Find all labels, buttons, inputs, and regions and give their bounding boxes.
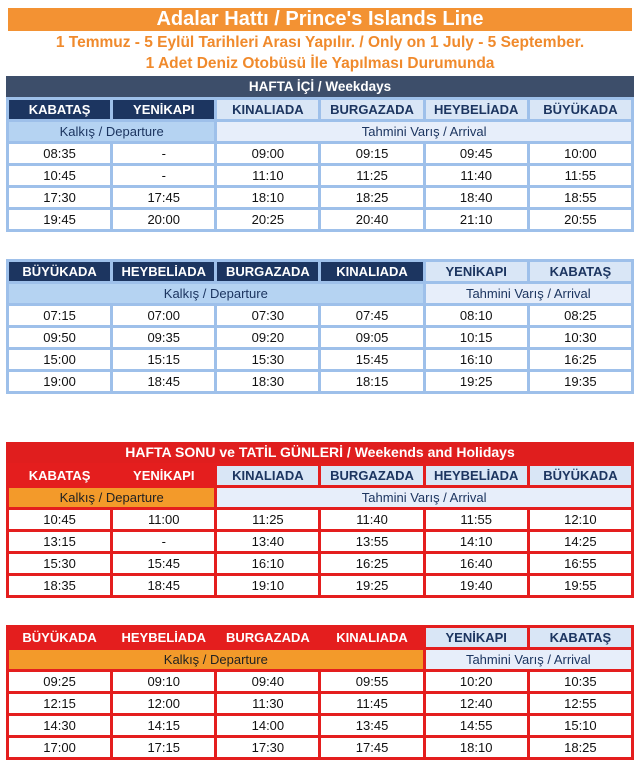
time-cell: 15:30 <box>9 554 110 573</box>
time-cell: 11:40 <box>321 510 422 529</box>
time-cell: 09:10 <box>113 672 214 691</box>
time-cell: 14:55 <box>426 716 527 735</box>
time-cell: 13:55 <box>321 532 422 551</box>
time-cell: 11:55 <box>426 510 527 529</box>
column-header: YENİKAPI <box>113 100 214 119</box>
time-cell: 09:55 <box>321 672 422 691</box>
column-header: BÜYÜKADA <box>530 100 631 119</box>
time-cell: - <box>113 166 214 185</box>
table-row <box>9 166 631 185</box>
time-cell: 11:10 <box>217 166 318 185</box>
time-cell: 07:30 <box>217 306 318 325</box>
subheader-row <box>9 122 631 141</box>
time-cell: - <box>113 532 214 551</box>
time-cell: 16:25 <box>530 350 631 369</box>
arrival-label: Tahmini Varış / Arrival <box>217 122 631 141</box>
time-cell: 13:15 <box>9 532 110 551</box>
time-cell: 18:10 <box>426 738 527 757</box>
time-cell: 10:35 <box>530 672 631 691</box>
header-row <box>9 100 631 119</box>
time-cell: 20:55 <box>530 210 631 229</box>
table-row <box>9 716 631 735</box>
time-cell: 21:10 <box>426 210 527 229</box>
time-cell: 10:45 <box>9 510 110 529</box>
time-cell: 18:10 <box>217 188 318 207</box>
time-cell: 17:45 <box>113 188 214 207</box>
table-row <box>9 554 631 573</box>
column-header: HEYBELİADA <box>426 466 527 485</box>
departure-label: Kalkış / Departure <box>9 284 423 303</box>
departure-label: Kalkış / Departure <box>9 122 214 141</box>
time-cell: 20:00 <box>113 210 214 229</box>
table-row <box>9 144 631 163</box>
time-cell: 08:25 <box>530 306 631 325</box>
column-header: KINALIADA <box>217 466 318 485</box>
time-cell: 15:10 <box>530 716 631 735</box>
time-cell: 19:45 <box>9 210 110 229</box>
weekends-return-section <box>6 625 634 760</box>
time-cell: 13:45 <box>321 716 422 735</box>
time-cell: 17:30 <box>9 188 110 207</box>
weekends-return-table <box>6 625 634 760</box>
weekends-outbound-table <box>6 463 634 598</box>
time-cell: 19:35 <box>530 372 631 391</box>
header-row <box>9 466 631 485</box>
column-header: YENİKAPI <box>113 466 214 485</box>
column-header: BÜYÜKADA <box>9 262 110 281</box>
time-cell: 11:00 <box>113 510 214 529</box>
time-cell: 09:20 <box>217 328 318 347</box>
time-cell: 19:00 <box>9 372 110 391</box>
time-cell: 10:00 <box>530 144 631 163</box>
table-row <box>9 188 631 207</box>
time-cell: 10:20 <box>426 672 527 691</box>
table-row <box>9 510 631 529</box>
time-cell: 20:25 <box>217 210 318 229</box>
time-cell: 18:55 <box>530 188 631 207</box>
time-cell: 09:50 <box>9 328 110 347</box>
time-cell: 14:30 <box>9 716 110 735</box>
arrival-label: Tahmini Varış / Arrival <box>217 488 631 507</box>
time-cell: 17:30 <box>217 738 318 757</box>
time-cell: 15:30 <box>217 350 318 369</box>
column-header: BÜYÜKADA <box>9 628 110 647</box>
weekdays-section <box>6 76 634 232</box>
time-cell: 15:00 <box>9 350 110 369</box>
arrival-label: Tahmini Varış / Arrival <box>426 650 631 669</box>
time-cell: 09:25 <box>9 672 110 691</box>
time-cell: 11:25 <box>217 510 318 529</box>
time-cell: 09:15 <box>321 144 422 163</box>
time-cell: 12:10 <box>530 510 631 529</box>
time-cell: 18:15 <box>321 372 422 391</box>
subheader-row <box>9 650 631 669</box>
departure-label: Kalkış / Departure <box>9 488 214 507</box>
time-cell: 07:45 <box>321 306 422 325</box>
table-row <box>9 738 631 757</box>
time-cell: 15:15 <box>113 350 214 369</box>
time-cell: 18:25 <box>321 188 422 207</box>
time-cell: 16:40 <box>426 554 527 573</box>
table-row <box>9 306 631 325</box>
time-cell: 10:30 <box>530 328 631 347</box>
time-cell: - <box>113 144 214 163</box>
time-cell: 14:10 <box>426 532 527 551</box>
time-cell: 19:40 <box>426 576 527 595</box>
time-cell: 07:15 <box>9 306 110 325</box>
time-cell: 11:40 <box>426 166 527 185</box>
column-header: YENİKAPI <box>426 628 527 647</box>
column-header: YENİKAPI <box>426 262 527 281</box>
time-cell: 19:55 <box>530 576 631 595</box>
time-cell: 08:10 <box>426 306 527 325</box>
column-header: KABATAŞ <box>9 100 110 119</box>
column-header: BURGAZADA <box>321 466 422 485</box>
time-cell: 16:55 <box>530 554 631 573</box>
weekends-title: HAFTA SONU ve TATİL GÜNLERİ / Weekends and Holidays <box>6 442 634 463</box>
time-cell: 15:45 <box>321 350 422 369</box>
table-row <box>9 532 631 551</box>
weekdays-title: HAFTA İÇİ / Weekdays <box>6 76 634 97</box>
column-header: HEYBELİADA <box>113 628 214 647</box>
time-cell: 19:25 <box>321 576 422 595</box>
table-row <box>9 350 631 369</box>
time-cell: 17:45 <box>321 738 422 757</box>
time-cell: 11:55 <box>530 166 631 185</box>
time-cell: 07:00 <box>113 306 214 325</box>
column-header: KABATAŞ <box>530 262 631 281</box>
column-header: BURGAZADA <box>217 628 318 647</box>
time-cell: 18:35 <box>9 576 110 595</box>
time-cell: 14:25 <box>530 532 631 551</box>
service-note: 1 Adet Deniz Otobüsü İle Yapılması Durumunda <box>145 55 495 72</box>
time-cell: 12:00 <box>113 694 214 713</box>
departure-label: Kalkış / Departure <box>9 650 423 669</box>
header-row <box>9 628 631 647</box>
page-title: Adalar Hattı / Prince's Islands Line <box>8 8 632 31</box>
column-header: KABATAŞ <box>530 628 631 647</box>
date-range-note: 1 Temmuz - 5 Eylül Tarihleri Arası Yapılır. / Only on 1 July - 5 September. <box>55 34 585 51</box>
column-header: HEYBELİADA <box>113 262 214 281</box>
time-cell: 17:15 <box>113 738 214 757</box>
time-cell: 12:15 <box>9 694 110 713</box>
time-cell: 09:05 <box>321 328 422 347</box>
table-row <box>9 672 631 691</box>
time-cell: 11:30 <box>217 694 318 713</box>
time-cell: 12:40 <box>426 694 527 713</box>
time-cell: 19:10 <box>217 576 318 595</box>
time-cell: 13:40 <box>217 532 318 551</box>
time-cell: 18:45 <box>113 372 214 391</box>
subheader-row <box>9 284 631 303</box>
time-cell: 20:40 <box>321 210 422 229</box>
column-header: BURGAZADA <box>217 262 318 281</box>
time-cell: 12:55 <box>530 694 631 713</box>
time-cell: 18:25 <box>530 738 631 757</box>
arrival-label: Tahmini Varış / Arrival <box>426 284 631 303</box>
time-cell: 16:10 <box>217 554 318 573</box>
table-row <box>9 328 631 347</box>
time-cell: 18:40 <box>426 188 527 207</box>
time-cell: 16:25 <box>321 554 422 573</box>
time-cell: 17:00 <box>9 738 110 757</box>
column-header: BURGAZADA <box>321 100 422 119</box>
header-row <box>9 262 631 281</box>
page-header <box>0 0 640 76</box>
weekends-section <box>6 442 634 598</box>
table-row <box>9 372 631 391</box>
weekdays-return-table <box>6 259 634 394</box>
time-cell: 14:00 <box>217 716 318 735</box>
table-row <box>9 694 631 713</box>
time-cell: 10:15 <box>426 328 527 347</box>
subheader-row <box>9 488 631 507</box>
time-cell: 09:35 <box>113 328 214 347</box>
column-header: BÜYÜKADA <box>530 466 631 485</box>
time-cell: 19:25 <box>426 372 527 391</box>
weekdays-return-section <box>6 259 634 394</box>
time-cell: 11:25 <box>321 166 422 185</box>
column-header: KINALIADA <box>321 628 422 647</box>
column-header: KABATAŞ <box>9 466 110 485</box>
time-cell: 09:00 <box>217 144 318 163</box>
time-cell: 11:45 <box>321 694 422 713</box>
time-cell: 08:35 <box>9 144 110 163</box>
time-cell: 15:45 <box>113 554 214 573</box>
table-row <box>9 576 631 595</box>
time-cell: 18:45 <box>113 576 214 595</box>
table-row <box>9 210 631 229</box>
column-header: KINALIADA <box>217 100 318 119</box>
time-cell: 18:30 <box>217 372 318 391</box>
time-cell: 10:45 <box>9 166 110 185</box>
time-cell: 09:40 <box>217 672 318 691</box>
time-cell: 09:45 <box>426 144 527 163</box>
column-header: KINALIADA <box>321 262 422 281</box>
weekdays-outbound-table <box>6 97 634 232</box>
column-header: HEYBELİADA <box>426 100 527 119</box>
time-cell: 14:15 <box>113 716 214 735</box>
time-cell: 16:10 <box>426 350 527 369</box>
